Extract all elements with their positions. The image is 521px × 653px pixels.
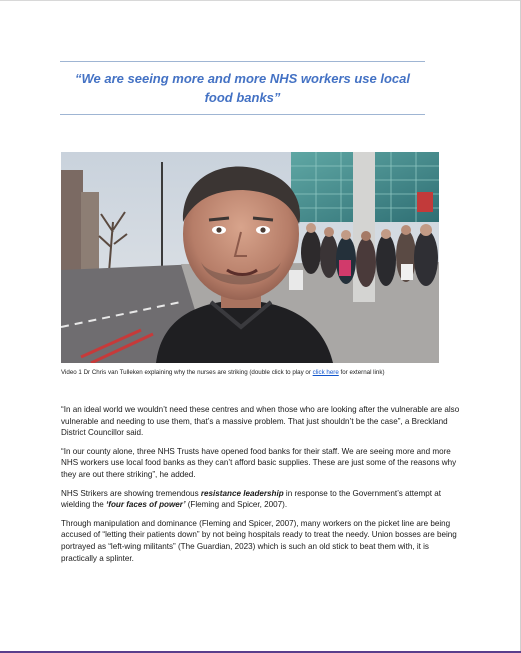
emphasis-resistance-leadership: resistance leadership <box>200 488 284 498</box>
paragraph-resistance <box>61 488 466 511</box>
paragraph-councillor-quote: “In an ideal world we wouldn’t need these centres and when those who are looking after the vulnerable are also vulnerable and needing to use them, that’s a massive problem. That just shouldn’t be the case”, a Breckland District Councillor said. <box>61 405 460 438</box>
video-player[interactable] <box>61 152 439 363</box>
text-run: (Fleming and Spicer, 2007). <box>185 500 288 510</box>
video-thumbnail <box>61 152 439 363</box>
external-link[interactable]: click here <box>312 369 339 376</box>
emphasis-four-faces: ‘four faces of power’ <box>106 500 186 510</box>
text-run: NHS Strikers are showing tremendous <box>61 488 201 498</box>
paragraph-food-banks: “In our county alone, three NHS Trusts have opened food banks for their staff. We are seeing more and more NHS workers use local food banks as they can’t afford basic supplies. These are just some of the reasons why they are out there striking”, he added. <box>61 446 457 479</box>
video-caption <box>61 369 461 377</box>
caption-text: Video 1 Dr Chris van Tulleken explaining why the nurses are striking (double click to play or <box>61 369 313 376</box>
heading-rule-top <box>60 61 425 62</box>
article-body <box>61 404 466 571</box>
caption-text-end: for external link) <box>338 369 385 376</box>
heading-rule-bottom <box>60 114 425 115</box>
text-run: in response to the Government’s attempt at wielding the <box>61 488 442 510</box>
quote-heading: “We are seeing more and more NHS workers use local food banks” <box>75 71 410 105</box>
paragraph-manipulation: Through manipulation and dominance (Fleming and Spicer, 2007), many workers on the picket line are being accused of “letting their patients down” by not being hospitals ready to treat the needy. Union bosses are being portrayed as “left-wing militants” (The Guardian, 2023) which is such an old stick to beat them with, it is practically a splinter. <box>61 518 457 563</box>
page-top-edge <box>0 0 521 1</box>
